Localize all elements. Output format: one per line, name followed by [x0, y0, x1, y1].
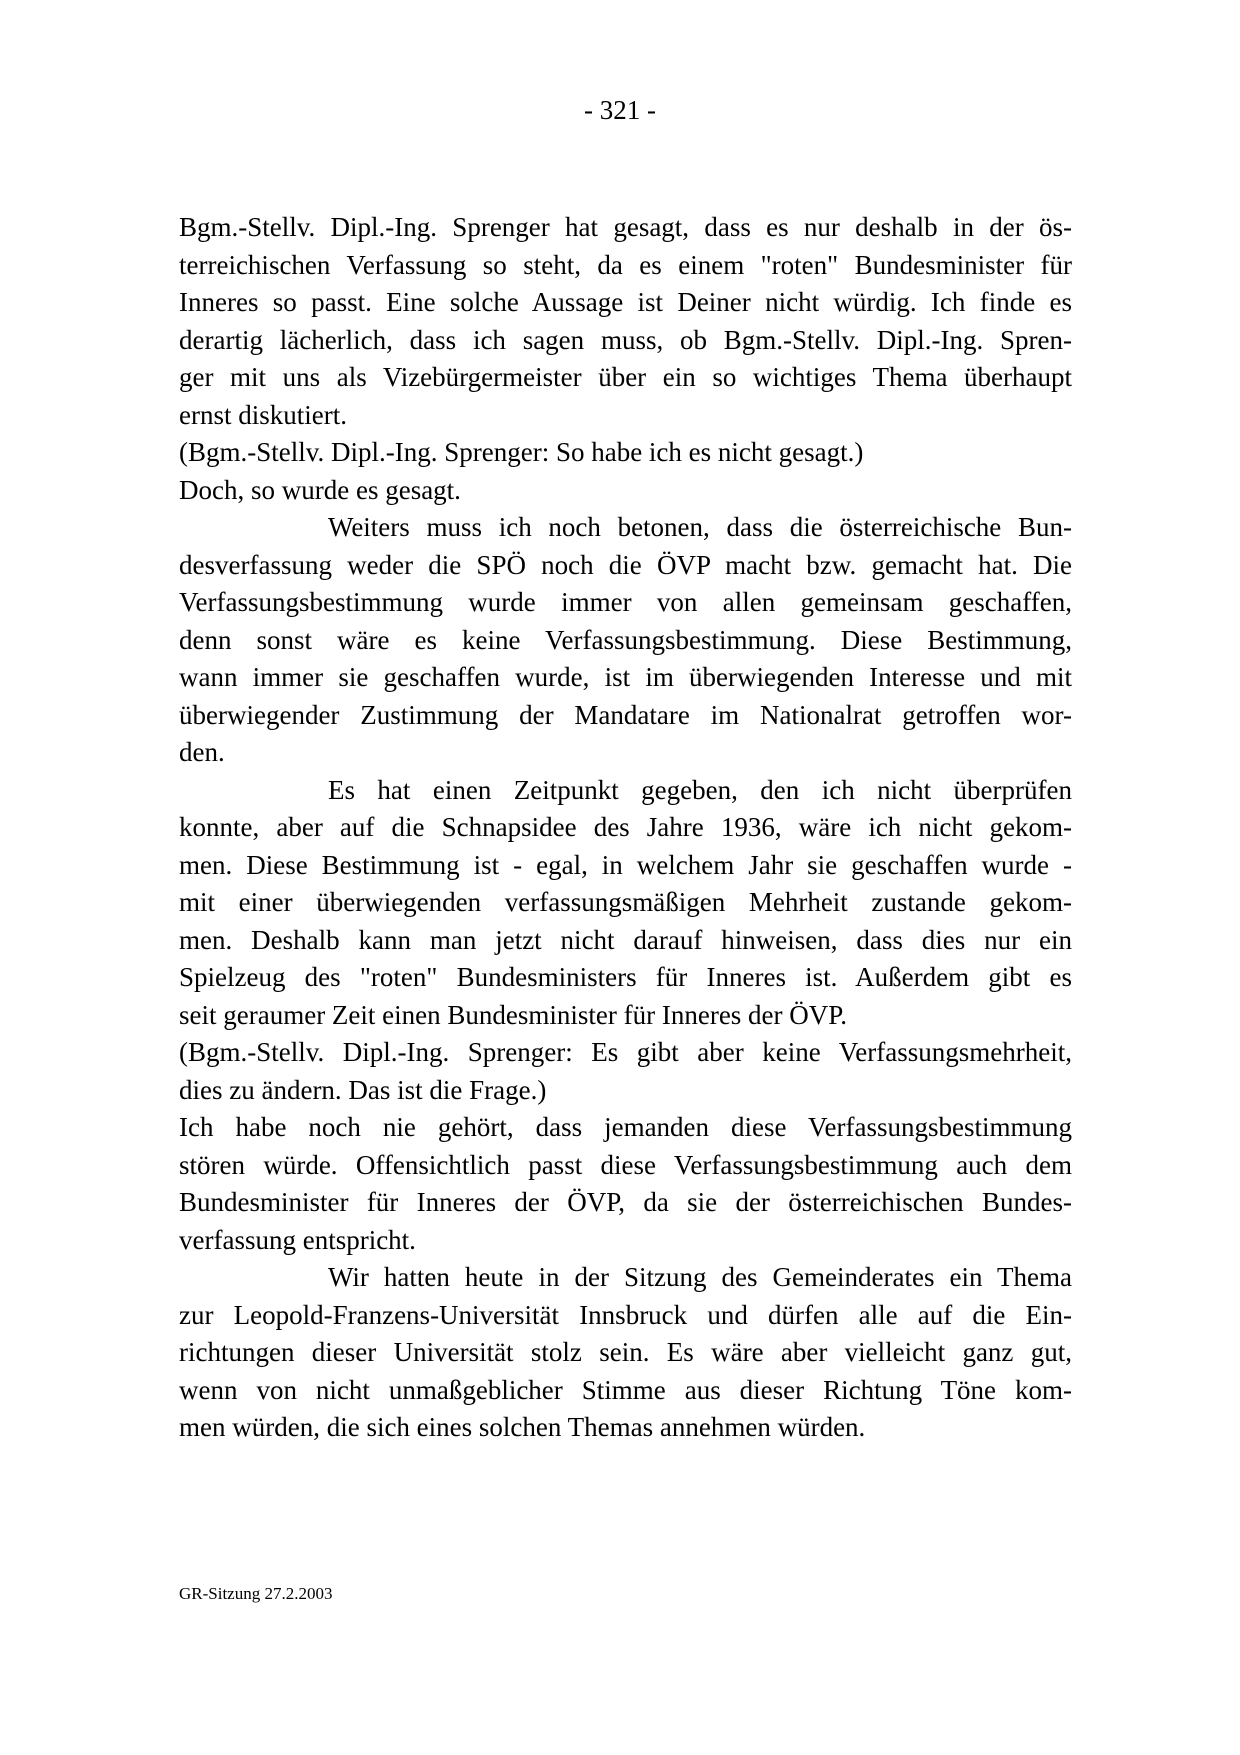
text-line: Doch, so wurde es gesagt. — [179, 474, 461, 505]
text-line: Bundesminister für Inneres der ÖVP, da sie der österreichischen Bundes- — [179, 1187, 1072, 1217]
text-line: terreichischen Verfassung so steht, da es einem "roten" Bundesminister für — [179, 249, 1072, 280]
text-line: (Bgm.-Stellv. Dipl.-Ing. Sprenger: Es gibt aber keine Verfassungsmehrheit, — [179, 1037, 1072, 1067]
text-line: Wir hatten heute in der Sitzung des Gemeinderates ein Thema — [328, 1262, 1072, 1292]
text-line: den. — [179, 737, 225, 767]
text-line: überwiegender Zustimmung der Mandatare im Nationalrat getroffen wor- — [179, 699, 1072, 730]
text-line: derartig lächerlich, dass ich sagen muss, ob Bgm.-Stellv. Dipl.-Ing. Spren- — [179, 324, 1072, 355]
text-line: ger mit uns als Vizebürgermeister über ein so wichtiges Thema überhaupt — [179, 362, 1072, 392]
text-line: denn sonst wäre es keine Verfassungsbestimmung. Diese Bestimmung, — [179, 624, 1072, 655]
text-line: men. Deshalb kann man jetzt nicht darauf hinweisen, dass dies nur ein — [179, 924, 1072, 955]
text-line: dies zu ändern. Das ist die Frage.) — [179, 1074, 547, 1105]
text-line: wann immer sie geschaffen wurde, ist im überwiegenden Interesse und mit — [179, 662, 1072, 692]
text-line: Spielzeug des "roten" Bundesministers für Inneres ist. Außerdem gibt es — [179, 962, 1072, 992]
text-line: Ich habe noch nie gehört, dass jemanden diese Verfassungsbestimmung — [179, 1112, 1072, 1142]
text-line: men. Diese Bestimmung ist - egal, in welchem Jahr sie geschaffen wurde - — [179, 849, 1072, 880]
text-line: ernst diskutiert. — [179, 399, 347, 430]
footer-session-date: GR-Sitzung 27.2.2003 — [179, 1584, 333, 1603]
text-line: (Bgm.-Stellv. Dipl.-Ing. Sprenger: So habe ich es nicht gesagt.) — [179, 437, 864, 467]
text-line: men würden, die sich eines solchen Themas annehmen würden. — [179, 1412, 866, 1442]
page-number: - 321 - — [584, 95, 656, 125]
text-line: Inneres so passt. Eine solche Aussage ist Deiner nicht würdig. Ich finde es — [179, 287, 1072, 317]
text-line: seit geraumer Zeit einen Bundesminister für Inneres der ÖVP. — [179, 999, 848, 1030]
text-line: stören würde. Offensichtlich passt diese Verfassungsbestimmung auch dem — [179, 1149, 1072, 1180]
text-line: verfassung entspricht. — [179, 1224, 416, 1255]
text-line: desverfassung weder die SPÖ noch die ÖVP macht bzw. gemacht hat. Die — [179, 549, 1072, 580]
text-line: wenn von nicht unmaßgeblicher Stimme aus dieser Richtung Töne kom- — [179, 1374, 1072, 1405]
text-line: Es hat einen Zeitpunkt gegeben, den ich nicht überprüfen — [328, 774, 1072, 805]
text-line: konnte, aber auf die Schnapsidee des Jahre 1936, wäre ich nicht gekom- — [179, 812, 1072, 842]
text-line: mit einer überwiegenden verfassungsmäßigen Mehrheit zustande gekom- — [179, 887, 1072, 917]
text-line: Verfassungsbestimmung wurde immer von allen gemeinsam geschaffen, — [179, 587, 1072, 617]
text-line: Weiters muss ich noch betonen, dass die österreichische Bun- — [328, 512, 1072, 542]
text-line: Bgm.-Stellv. Dipl.-Ing. Sprenger hat gesagt, dass es nur deshalb in der ös- — [179, 212, 1072, 242]
text-line: richtungen dieser Universität stolz sein. Es wäre aber vielleicht ganz gut, — [179, 1337, 1072, 1367]
document-body — [179, 209, 1072, 1447]
text-line: zur Leopold-Franzens-Universität Innsbruck und dürfen alle auf die Ein- — [179, 1299, 1072, 1330]
